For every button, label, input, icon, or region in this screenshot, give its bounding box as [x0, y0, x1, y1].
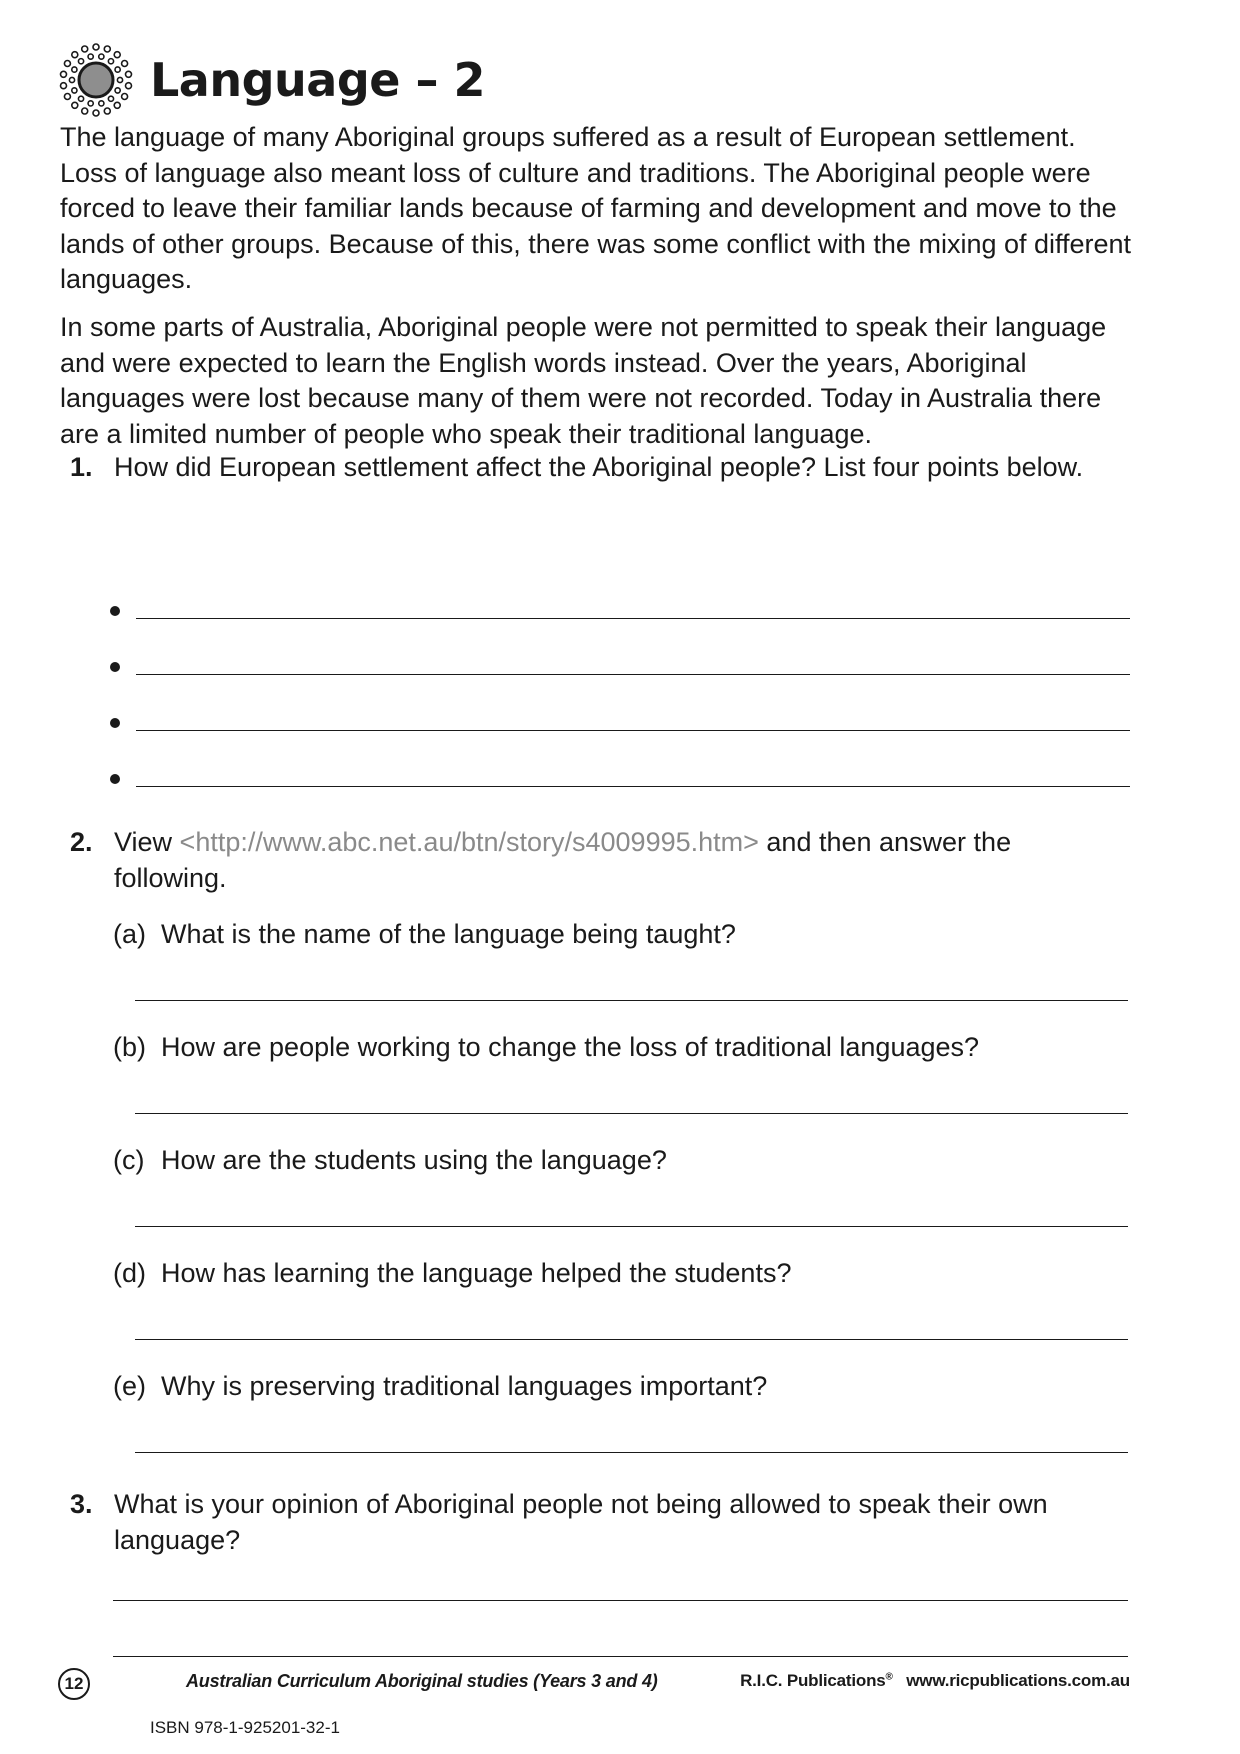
answer-line[interactable] — [135, 1339, 1128, 1340]
sub-question-text: Why is preserving traditional languages important? — [161, 1371, 768, 1401]
bullet-icon — [110, 606, 120, 616]
answer-bullet-line[interactable] — [110, 758, 1130, 788]
answer-bullet-line[interactable] — [110, 702, 1130, 732]
sub-question-c — [113, 1143, 1143, 1179]
sub-question-label: (a) — [113, 919, 146, 949]
isbn-text: ISBN 978-1-925201-32-1 — [150, 1718, 340, 1737]
bullet-icon — [110, 718, 120, 728]
sub-question-text: How are the students using the language? — [161, 1145, 667, 1175]
video-link[interactable]: <http://www.abc.net.au/btn/story/s4009995.htm> — [179, 827, 759, 857]
answer-line[interactable] — [135, 1113, 1128, 1114]
bullet-icon — [110, 774, 120, 784]
question-number: 2. — [70, 827, 93, 857]
sub-question-text: How has learning the language helped the students? — [161, 1258, 792, 1288]
question-2 — [70, 825, 1130, 896]
answer-line[interactable] — [113, 1656, 1128, 1657]
answer-line[interactable] — [113, 1600, 1128, 1601]
sub-question-label: (b) — [113, 1032, 146, 1062]
page-title: Language – 2 — [150, 53, 485, 107]
footer-website[interactable]: www.ricpublications.com.au — [906, 1671, 1130, 1690]
page-number-badge: 12 — [58, 1668, 90, 1700]
answer-bullet-line[interactable] — [110, 590, 1130, 620]
bullet-icon — [110, 662, 120, 672]
sub-question-text: How are people working to change the loss of traditional languages? — [161, 1032, 980, 1062]
question-number: 3. — [70, 1489, 93, 1519]
sub-question-e — [113, 1369, 1143, 1405]
intro-paragraph-1: The language of many Aboriginal groups suffered as a result of European settlement. Loss of language also meant loss of culture and traditions. The Aboriginal people were forced to leave their familiar lands because of farming and development and move to the lands of other groups. Because of this, there was some conflict with the mixing of different languages. — [60, 122, 1132, 294]
intro-paragraph-2: In some parts of Australia, Aboriginal people were not permitted to speak their language and were expected to learn the English words instead. Over the years, Aboriginal languages were lost because many of them were not recorded. Today in Australia there are a limited number of people who speak their traditional language. — [60, 312, 1107, 449]
answer-bullet-line[interactable] — [110, 646, 1130, 676]
question-text: How did European settlement affect the Aboriginal people? List four points below. — [114, 452, 1084, 482]
question-3 — [70, 1487, 1130, 1558]
sub-question-text: What is the name of the language being taught? — [161, 919, 736, 949]
footer-book-title: Australian Curriculum Aboriginal studies (Years 3 and 4) — [186, 1671, 658, 1691]
answer-line[interactable] — [135, 1226, 1128, 1227]
sub-question-d — [113, 1256, 1143, 1292]
question-text: What is your opinion of Aboriginal people not being allowed to speak their own language? — [114, 1489, 1048, 1555]
sub-question-b — [113, 1030, 1143, 1066]
sun-dot-emblem-icon — [56, 40, 136, 120]
title-row — [56, 40, 485, 120]
footer-publisher: R.I.C. Publications® www.ricpublications.com.au — [740, 1671, 1130, 1690]
question-1 — [70, 450, 1130, 486]
sub-question-a — [113, 917, 1143, 953]
sub-question-label: (c) — [113, 1145, 145, 1175]
sub-question-label: (d) — [113, 1258, 146, 1288]
question-text: View <http://www.abc.net.au/btn/story/s4009995.htm> and then answer the following. — [114, 827, 1012, 893]
question-number: 1. — [70, 452, 93, 482]
answer-line[interactable] — [135, 1452, 1128, 1453]
answer-line[interactable] — [135, 1000, 1128, 1001]
sub-question-label: (e) — [113, 1371, 146, 1401]
